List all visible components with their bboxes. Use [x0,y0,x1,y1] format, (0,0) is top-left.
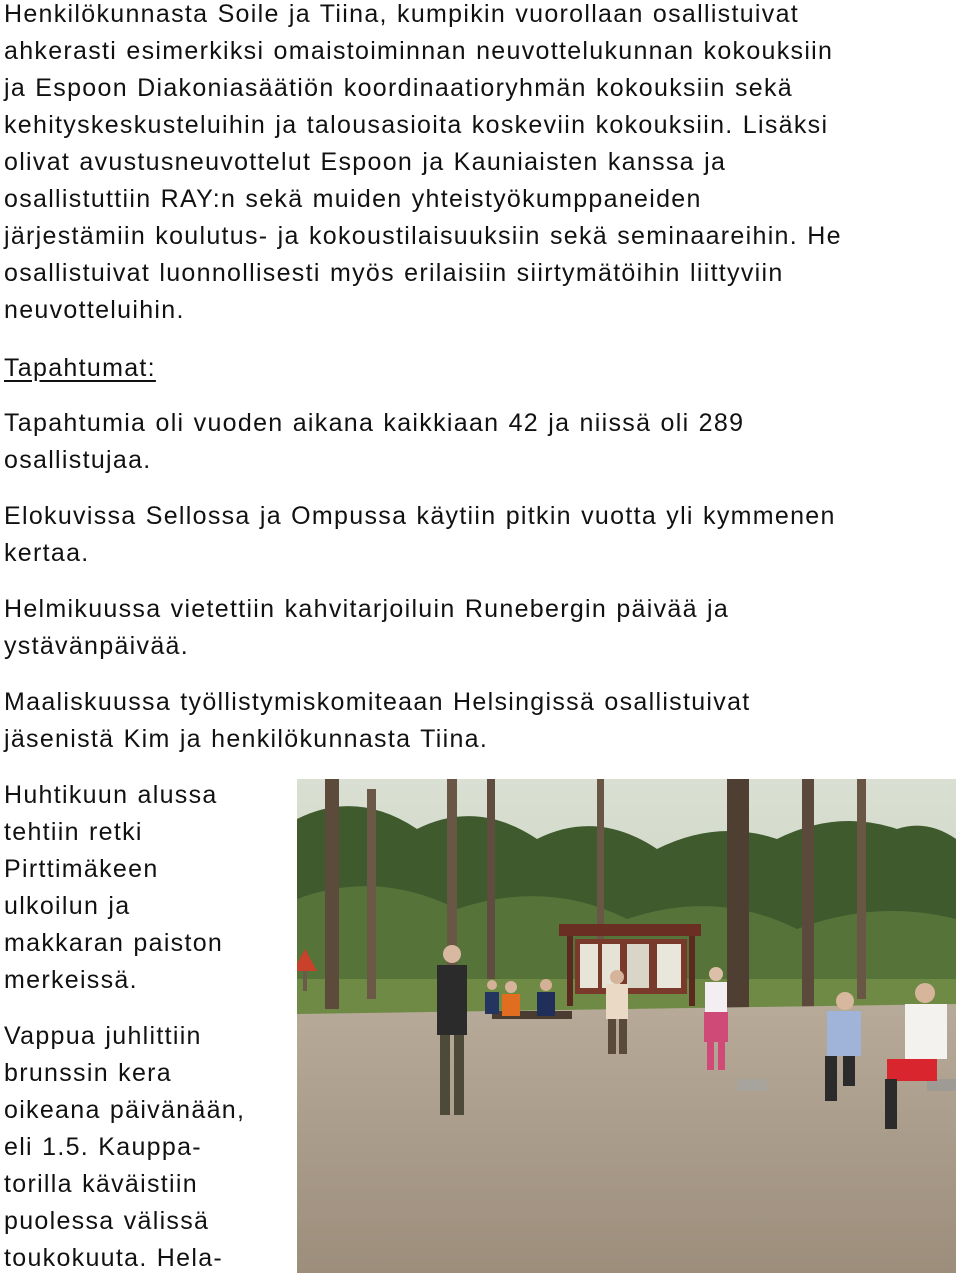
february-paragraph [4,591,729,665]
text-line: puolessa välissä [4,1207,210,1235]
text-line: brunssin kera [4,1059,172,1087]
text-line: jäsenistä Kim ja henkilökunnasta Tiina. [4,725,489,753]
march-paragraph [4,684,751,758]
text-line: osallistuivat luonnollisesti myös erilaisiin siirtymätöihin liittyviin [4,259,784,287]
excursion-photo [297,779,956,1273]
text-line: Tapahtumia oli vuoden aikana kaikkiaan 42 ja niissä oli 289 [4,409,745,437]
text-line: Helmikuussa vietettiin kahvitarjoiluin Runebergin päivää ja [4,595,730,623]
text-line: ja Espoon Diakoniasäätiön koordinaatioryhmän kokouksiin sekä [4,74,793,102]
text-line: Elokuvissa Sellossa ja Ompussa käytiin pitkin vuotta yli kymmenen [4,502,836,530]
text-line: ystävänpäivää. [4,632,189,660]
events-paragraph [4,405,744,479]
text-line: olivat avustusneuvottelut Espoon ja Kauniaisten kanssa ja [4,148,727,176]
text-line: toukokuuta. Hela- [4,1244,224,1272]
text-line: Pirttimäkeen [4,855,159,883]
text-line: kertaa. [4,539,90,567]
text-line: merkeissä. [4,966,138,994]
text-line: Huhtikuun alussa [4,781,218,809]
section-heading: Tapahtumat: [4,354,156,382]
text-line: ahkerasti esimerkiksi omaistoiminnan neuvottelukunnan kokouksiin [4,37,834,65]
text-line: oikeana päivänään, [4,1096,246,1124]
april-paragraph [4,777,223,999]
text-line: makkaran paiston [4,929,224,957]
intro-paragraph [4,0,842,329]
text-line: Henkilökunnasta Soile ja Tiina, kumpikin vuorollaan osallistuivat [4,0,800,28]
may-paragraph [4,1018,245,1277]
text-line: osallistujaa. [4,446,152,474]
text-line: järjestämiin koulutus- ja kokoustilaisuuksiin sekä seminaareihin. He [4,222,842,250]
text-line: eli 1.5. Kauppa- [4,1133,202,1161]
text-line: torilla käväistiin [4,1170,198,1198]
text-line: ulkoilun ja [4,892,131,920]
cinema-paragraph [4,498,836,572]
text-line: neuvotteluihin. [4,296,185,324]
text-line: osallistuttiin RAY:n sekä muiden yhteistyökumppaneiden [4,185,702,213]
text-line: kehityskeskusteluihin ja talousasioita koskeviin kokouksiin. Lisäksi [4,111,829,139]
text-line: tehtiin retki [4,818,143,846]
text-line: Vappua juhlittiin [4,1022,202,1050]
text-line: Maaliskuussa työllistymiskomiteaan Helsingissä osallistuivat [4,688,751,716]
